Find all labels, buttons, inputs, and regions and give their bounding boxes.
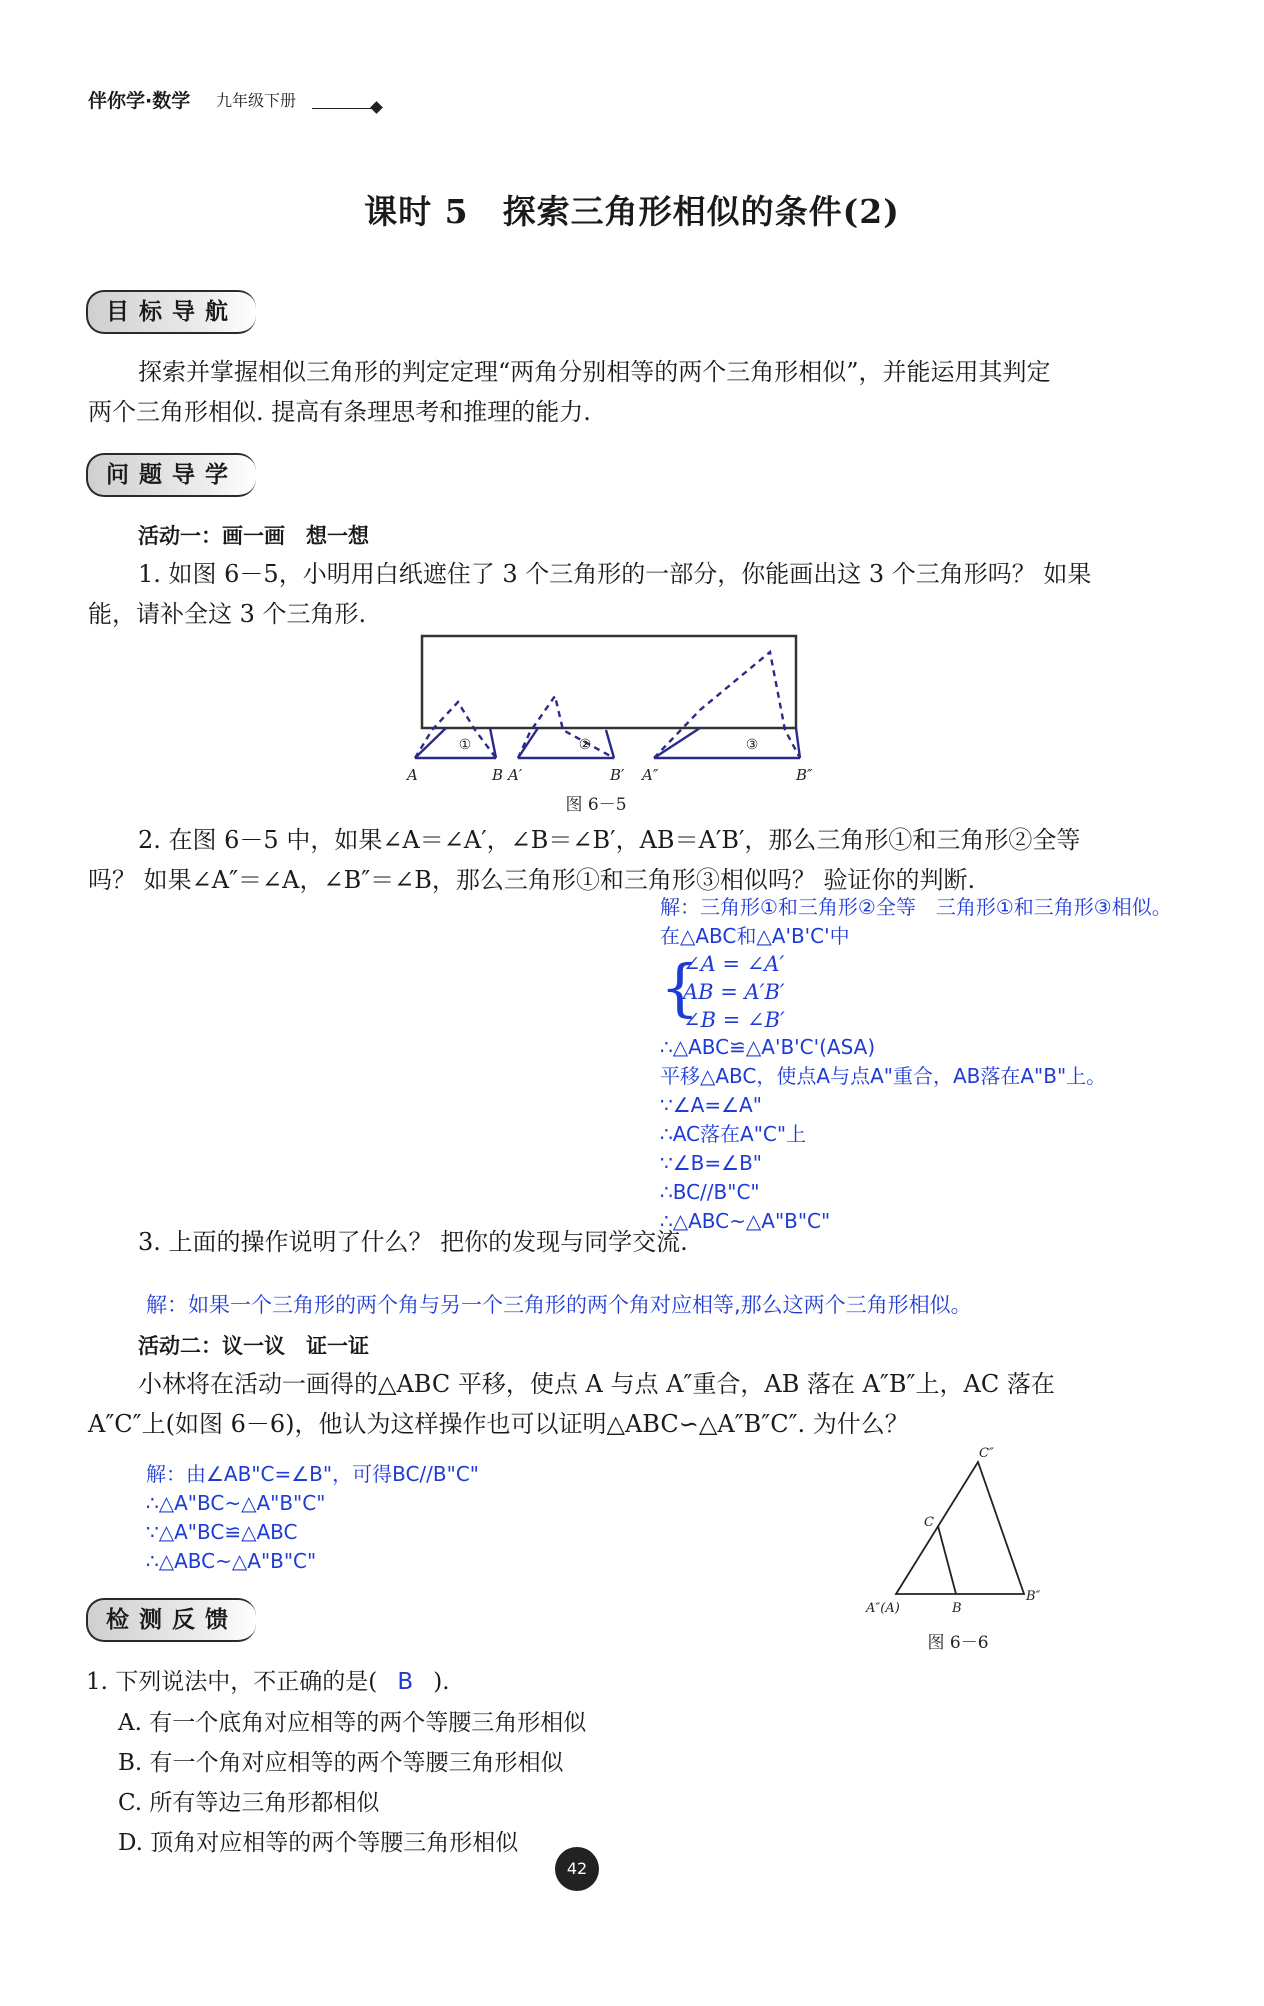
section-tag-guide: 问题导学 (86, 453, 256, 497)
option-d: D. 顶角对应相等的两个等腰三角形相似 (118, 1830, 519, 1856)
step-3: ∵∠A=∠A" (660, 1093, 762, 1117)
fb-q1-stem: 1. 下列说法中，不正确的是( (86, 1669, 378, 1695)
label-a1: A (407, 766, 418, 784)
section-tag-feedback: 检测反馈 (86, 1598, 256, 1642)
system-brace: { (660, 951, 700, 1024)
step-1: ∴△ABC≌△A'B'C'(ASA) (660, 1035, 876, 1059)
lesson-title: 课时 5 探索三角形相似的条件(2) (364, 192, 900, 231)
figure-6-5 (380, 630, 820, 820)
label-c: C (924, 1515, 934, 1530)
label-c2: C″ (979, 1446, 994, 1461)
header-rule (312, 108, 374, 109)
book-title: 伴你学·数学 (88, 90, 191, 112)
label-b: B (952, 1601, 962, 1616)
q1-line-1: 1. 如图 6－5，小明用白纸遮住了 3 个三角形的一部分，你能画出这 3 个三角形吗？ 如果 (138, 560, 1092, 588)
option-c: C. 所有等边三角形都相似 (118, 1790, 380, 1816)
figure-6-6 (860, 1440, 1060, 1660)
option-b: B. 有一个角对应相等的两个等腰三角形相似 (118, 1750, 564, 1776)
q2-answer-line-1: 解：三角形①和三角形②全等 三角形①和三角形③相似。 (660, 895, 1172, 919)
option-a: A. 有一个底角对应相等的两个等腰三角形相似 (118, 1710, 587, 1736)
goal-line-2: 两个三角形相似. 提高有条理思考和推理的能力. (88, 398, 591, 426)
section-tag-goal: 目标导航 (86, 290, 256, 334)
grade-label: 九年级下册 (216, 91, 297, 110)
q3-answer: 解：如果一个三角形的两个角与另一个三角形的两个角对应相等,那么这两个三角形相似。 (146, 1293, 972, 1317)
goal-line-1: 探索并掌握相似三角形的判定定理“两角分别相等的两个三角形相似”，并能运用其判定 (138, 358, 1051, 386)
q2-answer-steps (660, 1033, 1106, 1236)
feedback-q1 (86, 1663, 450, 1696)
step-7: ∴△ABC~△A"B"C" (660, 1209, 831, 1233)
activity-2-heading: 活动二：议一议 证一证 (138, 1334, 369, 1358)
equation-2: AB = A′B′ (683, 980, 785, 1004)
a2-answer-4: ∴△ABC~△A"B"C" (146, 1549, 317, 1573)
equation-system (683, 950, 785, 1034)
mark-2: ② (578, 737, 592, 753)
q2-line-2: 吗？ 如果∠A″＝∠A，∠B″＝∠B，那么三角形①和三角形③相似吗？ 验证你的判断. (88, 866, 976, 894)
cover-paper-rect (422, 636, 796, 728)
q3-text: 3. 上面的操作说明了什么？ 把你的发现与同学交流. (138, 1228, 688, 1256)
q2-line-1: 2. 在图 6－5 中，如果∠A＝∠A′，∠B＝∠B′，AB＝A′B′，那么三角形①和三角形②全等 (138, 826, 1081, 854)
label-a2: A′ (508, 766, 523, 784)
activity-2-line-1: 小林将在活动一画得的△ABC 平移，使点 A 与点 A″重合，AB 落在 A″B″上，AC 落在 (138, 1370, 1055, 1398)
equation-1: ∠A = ∠A′ (683, 952, 785, 976)
page-number: 42 (555, 1847, 599, 1891)
figure-6-6-caption: 图 6－6 (927, 1633, 989, 1653)
activity-2-line-2: A″C″上(如图 6－6)，他认为这样操作也可以证明△ABC∽△A″B″C″. 为什么？ (88, 1410, 909, 1438)
label-b2: B″ (1026, 1589, 1041, 1604)
label-b3: B″ (796, 766, 813, 784)
q1-line-2: 能，请补全这 3 个三角形. (88, 600, 367, 628)
fb-q1-close: ). (433, 1669, 450, 1695)
label-b1: B (492, 766, 504, 784)
activity-1-heading: 活动一：画一画 想一想 (138, 524, 369, 548)
a2-answer-1: 解：由∠AB"C=∠B"，可得BC//B"C" (146, 1462, 479, 1486)
mark-1: ① (458, 737, 472, 753)
step-5: ∵∠B=∠B" (660, 1151, 762, 1175)
step-4: ∴AC落在A"C"上 (660, 1122, 807, 1146)
mark-3: ③ (745, 737, 759, 753)
a2-answer-3: ∵△A"BC≌△ABC (146, 1520, 298, 1544)
header-diamond-icon (370, 101, 383, 114)
label-a: A″(A) (866, 1601, 900, 1616)
figure-6-5-caption: 图 6－5 (565, 795, 627, 815)
equation-3: ∠B = ∠B′ (683, 1008, 785, 1032)
fb-q1-answer: B (397, 1669, 414, 1695)
step-6: ∴BC//B"C" (660, 1180, 760, 1204)
label-a3: A″ (642, 766, 659, 784)
label-b2: B′ (610, 766, 625, 784)
step-2: 平移△ABC，使点A与点A"重合，AB落在A"B"上。 (660, 1064, 1107, 1088)
a2-answer-2: ∴△A"BC~△A"B"C" (146, 1491, 326, 1515)
activity-2-answer (146, 1460, 479, 1576)
q2-answer-line-2: 在△ABC和△A'B'C'中 (660, 924, 850, 948)
